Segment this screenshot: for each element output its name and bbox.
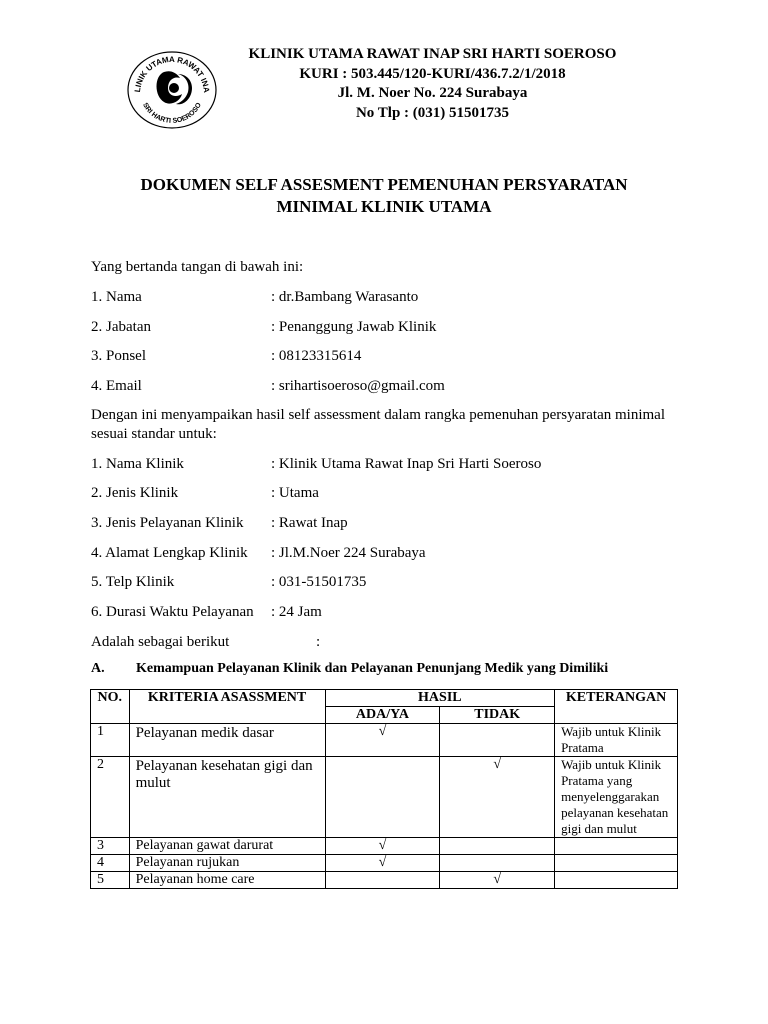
cell-kriteria: Pelayanan rujukan xyxy=(129,855,325,872)
signer-position-row xyxy=(91,318,436,337)
cell-tidak: √ xyxy=(440,757,555,838)
cell-ada: √ xyxy=(325,724,440,757)
cell-ada: √ xyxy=(325,838,440,855)
field-value: : Rawat Inap xyxy=(271,515,348,531)
clinic-kuri: KURI : 503.445/120-KURI/436.7.2/1/2018 xyxy=(299,65,566,82)
cell-no: 4 xyxy=(91,855,130,872)
cell-ada xyxy=(325,757,440,838)
cell-no: 2 xyxy=(91,757,130,838)
clinic-logo xyxy=(124,44,220,130)
clinic-header xyxy=(225,45,640,123)
field-label: 1. Nama xyxy=(91,289,142,305)
field-label: 4. Alamat Lengkap Klinik xyxy=(91,545,248,561)
table-row xyxy=(91,757,678,838)
signer-name-row xyxy=(91,288,418,307)
logo-ring-text-bottom: SRI HARTI SOEROSO xyxy=(141,101,203,125)
closing-colon: : xyxy=(316,634,321,650)
cell-keterangan xyxy=(555,872,678,889)
section-letter: A. xyxy=(91,661,105,676)
closing-label: Adalah sebagai berikut xyxy=(91,634,230,650)
field-label: 2. Jenis Klinik xyxy=(91,485,179,501)
clinic-address-row xyxy=(91,544,426,563)
header-hasil: HASIL xyxy=(325,690,555,707)
clinic-phone: No Tlp : (031) 51501735 xyxy=(355,104,510,121)
field-label: 6. Durasi Waktu Pelayanan xyxy=(91,604,254,620)
cell-tidak xyxy=(440,724,555,757)
header-keterangan: KETERANGAN xyxy=(555,690,678,724)
cell-kriteria: Pelayanan medik dasar xyxy=(129,724,325,757)
clinic-duration-row xyxy=(91,603,322,622)
intro-text: Yang bertanda tangan di bawah ini: xyxy=(91,259,304,275)
field-label: 3. Jenis Pelayanan Klinik xyxy=(91,515,244,531)
clinic-type-row xyxy=(91,484,319,503)
field-value: : Penanggung Jawab Klinik xyxy=(271,319,437,335)
clinic-address: Jl. M. Noer No. 224 Surabaya xyxy=(337,85,528,101)
field-value: : srihartisoeroso@gmail.com xyxy=(271,378,445,394)
header-no: NO. xyxy=(91,690,130,724)
field-value: : Klinik Utama Rawat Inap Sri Harti Soeroso xyxy=(271,456,542,472)
clinic-service-row xyxy=(91,514,348,533)
cell-tidak xyxy=(440,855,555,872)
logo-ring-text-top: LINIK UTAMA RAWAT INA xyxy=(132,54,212,94)
document-title xyxy=(100,174,668,218)
clinic-name-row xyxy=(91,455,541,474)
table-row xyxy=(91,724,678,757)
cell-keterangan: Wajib untuk Klinik Pratama yang menyelenggarakan pelayanan kesehatan gigi dan mulut xyxy=(555,757,678,838)
cell-kriteria: Pelayanan gawat darurat xyxy=(129,838,325,855)
cell-kriteria: Pelayanan home care xyxy=(129,872,325,889)
field-value: : Jl.M.Noer 224 Surabaya xyxy=(271,545,426,561)
clinic-phone-row xyxy=(91,573,366,592)
field-label: 3. Ponsel xyxy=(91,348,147,364)
cell-tidak: √ xyxy=(440,872,555,889)
field-value: : 08123315614 xyxy=(271,348,362,364)
field-value: : 24 Jam xyxy=(271,604,322,620)
cell-ada: √ xyxy=(325,855,440,872)
assessment-table xyxy=(90,689,678,889)
field-value: : Utama xyxy=(271,485,319,501)
field-value: : 031-51501735 xyxy=(271,574,367,590)
cell-tidak xyxy=(440,838,555,855)
cell-no: 3 xyxy=(91,838,130,855)
statement-text: Dengan ini menyampaikan hasil self assessment dalam rangka pemenuhan persyaratan minimal sesuai standar untuk: xyxy=(91,407,665,442)
header-ada: ADA/YA xyxy=(325,707,440,724)
cell-no: 5 xyxy=(91,872,130,889)
table-row xyxy=(91,872,678,889)
cell-no: 1 xyxy=(91,724,130,757)
document-title-line2: MINIMAL KLINIK UTAMA xyxy=(276,197,492,216)
closing-row xyxy=(91,633,320,652)
header-tidak: TIDAK xyxy=(440,707,555,724)
table-row xyxy=(91,838,678,855)
cell-keterangan xyxy=(555,838,678,855)
field-label: 2. Jabatan xyxy=(91,319,151,335)
cell-keterangan xyxy=(555,855,678,872)
cell-keterangan: Wajib untuk Klinik Pratama xyxy=(555,724,678,757)
section-heading xyxy=(91,661,608,677)
clinic-name: KLINIK UTAMA RAWAT INAP SRI HARTI SOEROSO xyxy=(248,46,617,62)
field-label: 1. Nama Klinik xyxy=(91,456,184,472)
section-title: Kemampuan Pelayanan Klinik dan Pelayanan Penunjang Medik yang Dimiliki xyxy=(136,661,609,676)
field-label: 5. Telp Klinik xyxy=(91,574,175,590)
table-row xyxy=(91,855,678,872)
cell-kriteria: Pelayanan kesehatan gigi dan mulut xyxy=(129,757,325,838)
document-title-line1: DOKUMEN SELF ASSESMENT PEMENUHAN PERSYARATAN xyxy=(140,175,628,194)
signer-email-row xyxy=(91,377,445,396)
field-label: 4. Email xyxy=(91,378,142,394)
cell-ada xyxy=(325,872,440,889)
field-value: : dr.Bambang Warasanto xyxy=(271,289,419,305)
clinic-logo-seal-icon xyxy=(124,44,220,130)
header-kriteria: KRITERIA ASASSMENT xyxy=(129,690,325,724)
signer-phone-row xyxy=(91,347,361,366)
